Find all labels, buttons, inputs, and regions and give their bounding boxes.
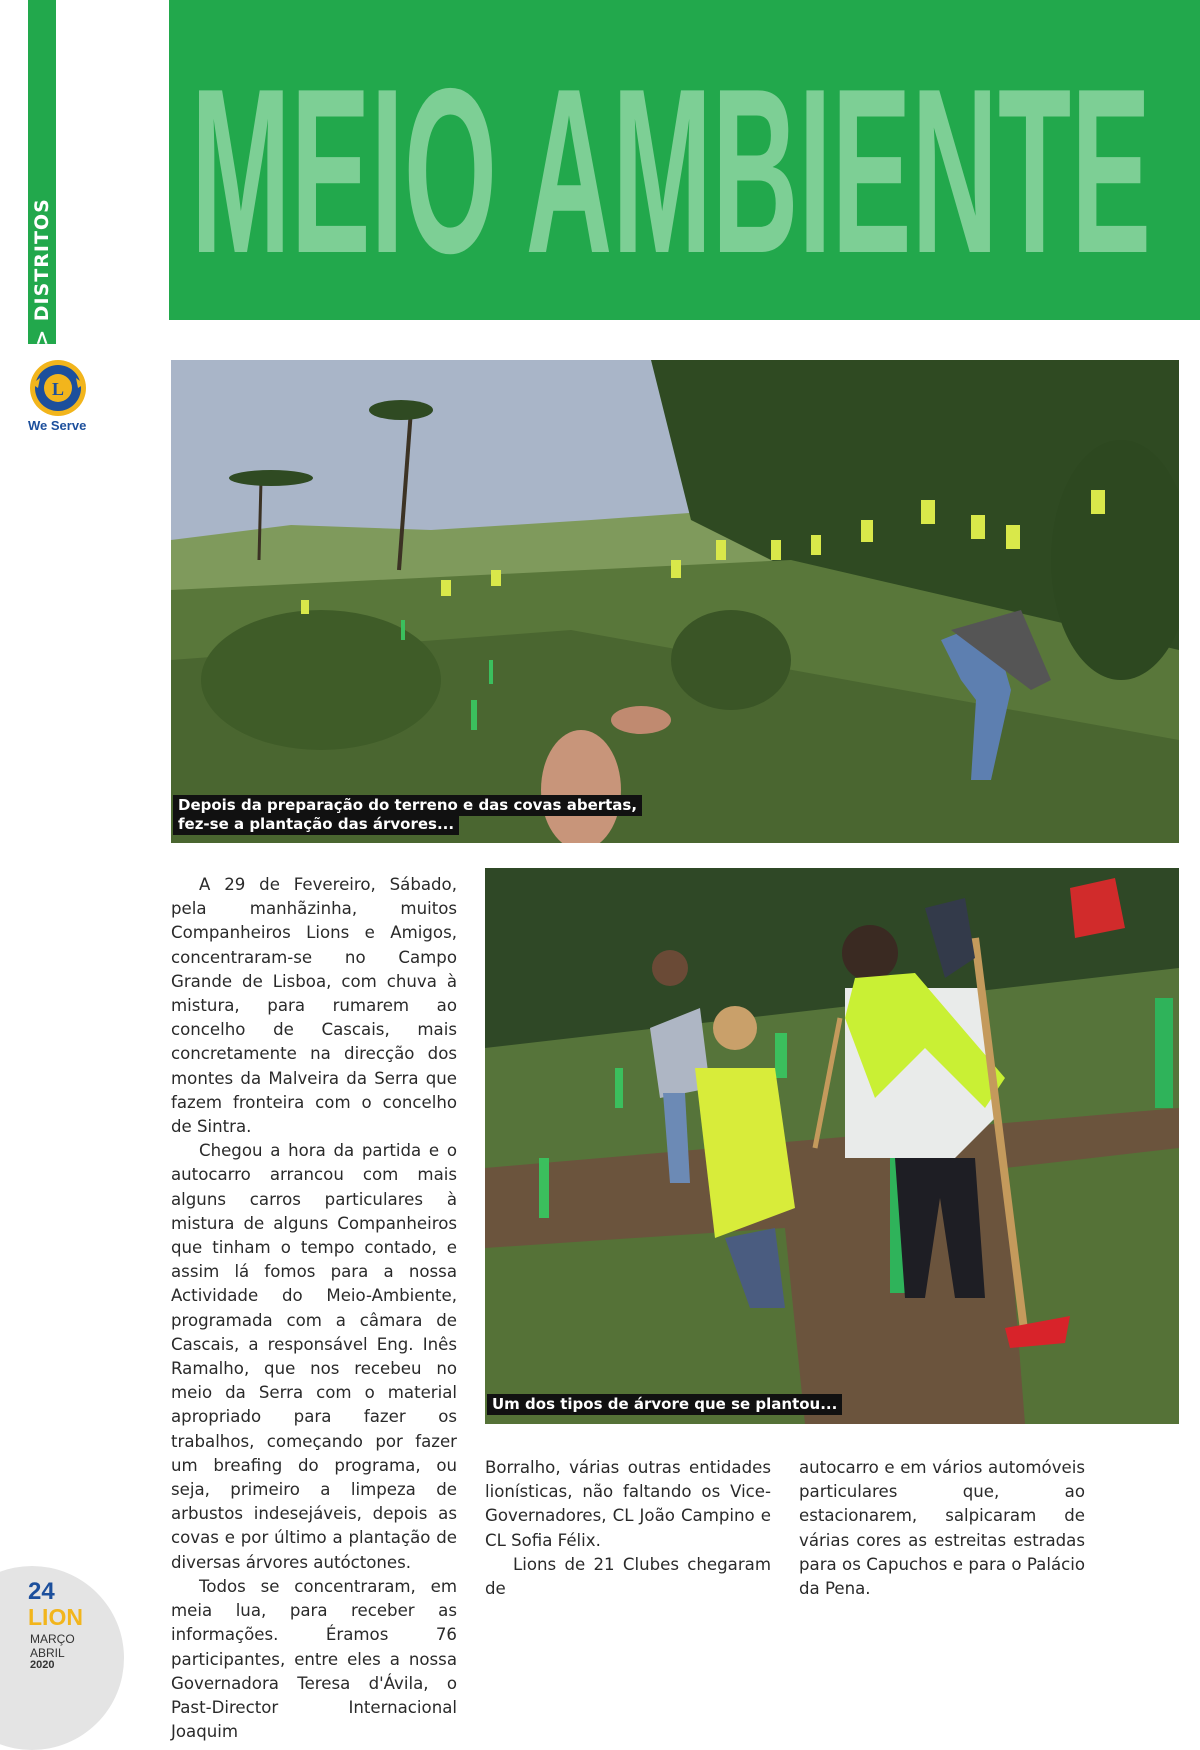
article-column-1 (171, 873, 457, 1744)
article-paragraph: Chegou a hora da partida e o autocarro arrancou com mais alguns carros particulares à mistura de alguns Companheiros que tinham o tempo contado, e assim lá fomos para a nossa Actividade do Meio-Ambiente, programada com a câmara de Cascais, a responsável Eng. Inês Ramalho, que nos recebeu no meio da Serra com o material apropriado para fazer os trabalhos, começando por fazer um breafing do programa, ou seja, primeiro a limpeza de arbustos indesejáveis, depois as covas e por último a plantação de diversas árvores autóctones. (171, 1141, 457, 1572)
logo-tagline: We Serve (28, 418, 87, 433)
photo1-caption-line1: Depois da preparação do terreno e das covas abertas, (173, 795, 642, 816)
photo-child-and-man-planting (485, 868, 1179, 1424)
lions-emblem-icon (26, 358, 90, 422)
svg-text:L: L (51, 379, 65, 399)
issue-year: 2020 (30, 1659, 55, 1671)
article-column-2 (485, 1456, 771, 1601)
article-paragraph: Borralho, várias outras entidades lionísticas, não faltando os Vice-Governadores, CL João Campino e CL Sofia Félix. (485, 1458, 771, 1550)
page-title (191, 62, 1191, 272)
article-paragraph: Lions de 21 Clubes chegaram de (485, 1554, 771, 1599)
magazine-name: LION (28, 1604, 83, 1630)
article-paragraph: A 29 de Fevereiro, Sábado, pela manhãzinha, muitos Companheiros Lions e Amigos, concentraram-se no Campo Grande de Lisboa, com chuva à mistura, para rumarem ao concelho de Cascais, mais concretamente na direcção dos montes da Malveira da Serra que fazem fronteira com o concelho de Sintra. (171, 875, 457, 1137)
article-column-3 (799, 1456, 1085, 1601)
article-paragraph: Todos se concentraram, em meia lua, para receber as informações. Éramos 76 participantes, entre eles a nossa Governadora Teresa d'Ávila, o Past-Director Internacional Joaquim (171, 1576, 457, 1742)
photo1-caption-line2: fez-se a plantação das árvores... (173, 814, 459, 835)
section-label: > DISTRITOS (31, 198, 53, 346)
page-number: 24 (28, 1578, 55, 1605)
svg-text:MEIO AMBIENTE: MEIO AMBIENTE (191, 62, 1151, 272)
title-banner (169, 0, 1200, 320)
photo-tree-planting-hillside (171, 360, 1179, 843)
photo2-caption: Um dos tipos de árvore que se plantou... (487, 1394, 842, 1415)
issue-month-1: MARÇO (30, 1632, 75, 1646)
article-paragraph: autocarro e em vários automóveis particulares que, ao estacionarem, salpicaram de várias cores as estreitas estradas para os Capuchos e para o Palácio da Pena. (799, 1458, 1085, 1599)
issue-month-2: ABRIL (30, 1646, 65, 1660)
